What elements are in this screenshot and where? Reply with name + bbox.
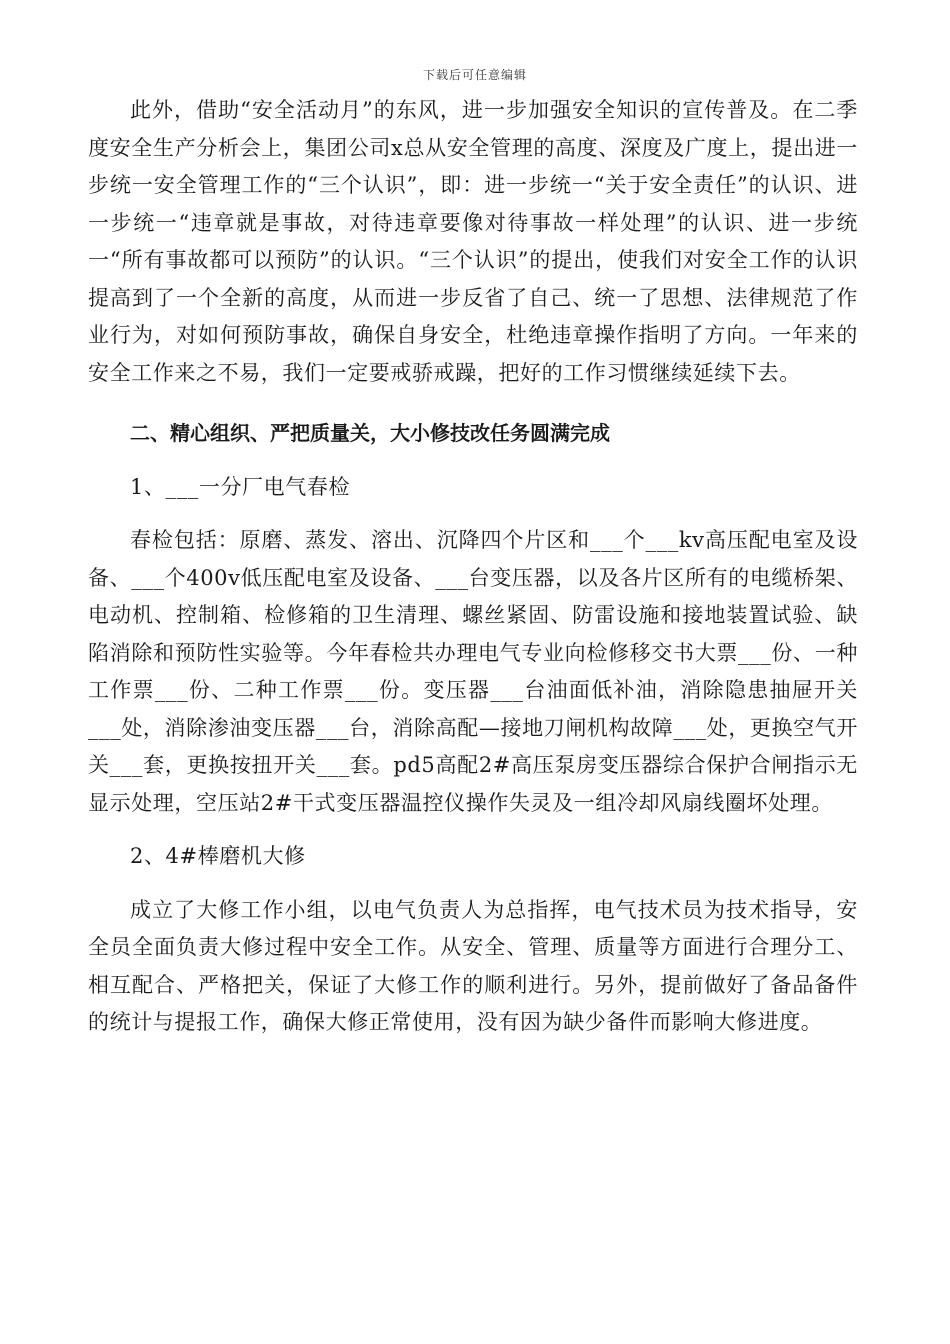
paragraph-spring-inspection: 春检包括：原磨、蒸发、溶出、沉降四个片区和___个___kv高压配电室及设备、___个400v低压配电室及设备、___台变压器，以及各片区所有的电缆桥架、电动机、控制箱、检修箱的卫生清理、螺丝紧固、防雷设施和接地装置试验、缺陷消除和预防性实验等。今年春检共办理电气专业向检修移交书大票___份、一种工作票___份、二种工作票___份。变压器___台油面低补油，消除隐患抽屉开关___处，消除渗油变压器___台，消除高配—接地刀闸机构故障___处，更换空气开关___套，更换按扭开关___套。pd5高配2#高压泵房变压器综合保护合闸指示无显示处理，空压站2#干式变压器温控仪操作失灵及一组冷却风扇线圈坏处理。	[88, 528, 858, 815]
paragraph-safety-awareness: 此外，借助“安全活动月”的东风，进一步加强安全知识的宣传普及。在二季度安全生产分析会上，集团公司x总从安全管理的高度、深度及广度上，提出进一步统一安全管理工作的“三个认识”，即：进一步统一“关于安全责任”的认识、进一步统一“违章就是事故，对待违章要像对待事故一样处理”的认识、进一步统一“所有事故都可以预防”的认识。“三个认识”的提出，使我们对安全工作的认识提高到了一个全新的高度，从而进一步反省了自己、统一了思想、法律规范了作业行为，对如何预防事故，确保自身安全，杜绝违章操作指明了方向。一年来的安全工作来之不易，我们一定要戒骄戒躁，把好的工作习惯继续延续下去。	[88, 98, 858, 385]
subsection-heading-2: 2、4#棒磨机大修	[130, 844, 306, 868]
section-heading-2: 二、精心组织、严把质量关，大小修技改任务圆满完成	[130, 421, 610, 445]
document-body	[88, 92, 858, 1042]
paragraph-rod-mill-overhaul: 成立了大修工作小组，以电气负责人为总指挥，电气技术员为技术指导，安全员全面负责大修过程中安全工作。从安全、管理、质量等方面进行合理分工、相互配合、严格把关，保证了大修工作的顺利进行。另外，提前做好了备品备件的统计与提报工作，确保大修正常使用，没有因为缺少备件而影响大修进度。	[88, 897, 858, 1034]
header-note: 下载后可任意编辑	[422, 68, 527, 82]
subsection-heading-1: 1、___一分厂电气春检	[130, 474, 351, 499]
